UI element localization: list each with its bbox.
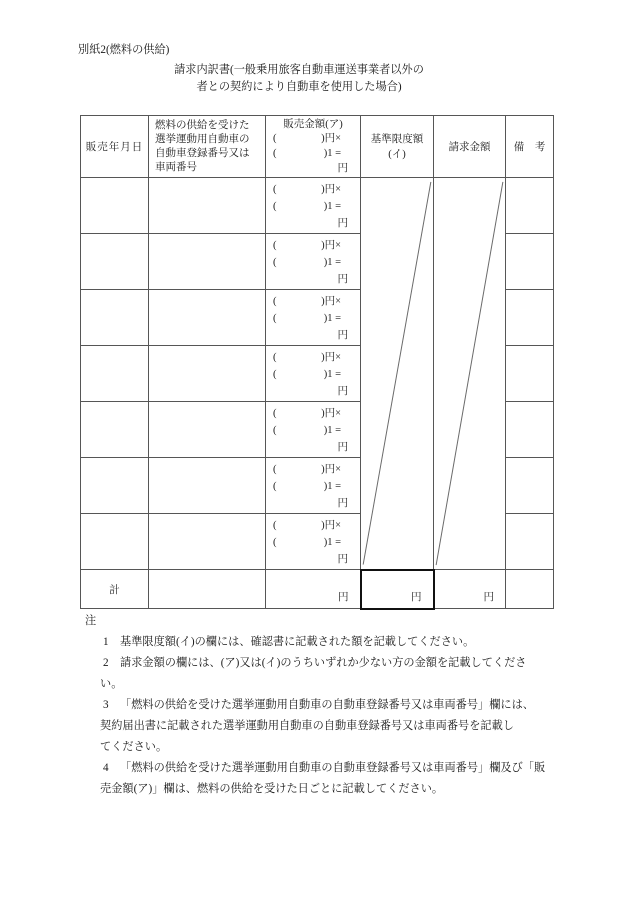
note-line [85, 716, 575, 737]
quantity-line [266, 254, 360, 271]
paren-open: ( [273, 369, 277, 380]
quantity-line [266, 422, 360, 439]
quantity-close: )1 = [323, 201, 341, 212]
vehicle-number-cell[interactable] [149, 234, 266, 290]
table-header-row [81, 116, 554, 178]
paren-open: ( [273, 184, 277, 195]
remarks-cell[interactable] [506, 402, 554, 458]
diagonal-line [361, 178, 433, 569]
quantity-line [266, 478, 360, 495]
note-text: てください。 [100, 741, 168, 753]
billing-column-strikethrough-cell [434, 178, 506, 570]
note-text: 「燃料の供給を受けた選挙運動用自動車の自動車登録番号又は車両番号」欄及び「販 [120, 762, 546, 774]
table-row [81, 178, 554, 234]
paren-open: ( [273, 257, 277, 268]
quantity-close: )1 = [323, 481, 341, 492]
sales-amount-cell[interactable] [266, 290, 361, 346]
remarks-cell[interactable] [506, 514, 554, 570]
note-number: 4 [103, 762, 109, 774]
note-line [85, 737, 575, 758]
unit-price-line [266, 132, 360, 147]
note-number: 2 [103, 657, 109, 669]
note-text: 請求金額の欄には、(ア)又は(イ)のうちいずれか少ない方の金額を記載してくださ [120, 657, 527, 669]
note-text: 契約届出書に記載された選挙運動用自動車の自動車登録番号又は車両番号を記載し [100, 720, 514, 732]
header-limit-amount [361, 116, 434, 178]
total-row [81, 570, 554, 609]
total-vehicle-cell [149, 570, 266, 609]
note-text: 基準限度額(イ)の欄には、確認書に記載された額を記載してください。 [120, 636, 475, 648]
paren-open: ( [273, 313, 277, 324]
unit-price-close: )円× [321, 184, 341, 195]
limit-column-strikethrough-cell [361, 178, 434, 570]
paren-open: ( [273, 147, 277, 159]
unit-price-close: )円× [321, 408, 341, 419]
paren-open: ( [273, 537, 277, 548]
yen-label: 円 [337, 274, 348, 285]
quantity-line [266, 366, 360, 383]
vehicle-number-cell[interactable] [149, 178, 266, 234]
paren-open: ( [273, 296, 277, 307]
yen-label: 円 [337, 498, 348, 509]
vehicle-number-cell[interactable] [149, 402, 266, 458]
sale-date-cell[interactable] [81, 402, 149, 458]
unit-price-line [266, 349, 360, 366]
yen-label: 円 [337, 554, 348, 565]
paren-open: ( [273, 352, 277, 363]
paren-open: ( [273, 481, 277, 492]
header-vehicle-number [149, 116, 266, 178]
vehicle-number-cell[interactable] [149, 458, 266, 514]
paren-open: ( [273, 133, 277, 144]
document-title-line2: 者との契約により自動車を使用した場合) [196, 80, 402, 93]
unit-price-close: )円× [321, 464, 341, 475]
unit-price-line [266, 293, 360, 310]
sales-amount-cell[interactable] [266, 402, 361, 458]
notes-section [85, 611, 575, 800]
remarks-cell[interactable] [506, 234, 554, 290]
notes-header: 注 [85, 615, 97, 627]
unit-price-close: )円× [321, 296, 341, 307]
yen-label: 円 [337, 330, 348, 341]
unit-price-line [266, 237, 360, 254]
yen-label: 円 [337, 442, 348, 453]
quantity-close: )1 = [323, 369, 341, 380]
remarks-cell[interactable] [506, 290, 554, 346]
quantity-line [266, 198, 360, 215]
unit-price-close: )円× [321, 352, 341, 363]
sales-amount-cell[interactable] [266, 346, 361, 402]
quantity-close: )1 = [323, 313, 341, 324]
quantity-line [266, 534, 360, 551]
header-sales-amount [266, 116, 361, 178]
paren-open: ( [273, 520, 277, 531]
note-text: 売金額(ア)」欄は、燃料の供給を受けた日ごとに記載してください。 [100, 783, 444, 795]
total-billing-amount-cell[interactable]: 円 [434, 570, 506, 609]
document-title [80, 62, 518, 95]
total-label-cell: 計 [81, 570, 149, 609]
unit-price-close: )円× [321, 240, 341, 251]
remarks-cell[interactable] [506, 178, 554, 234]
sales-amount-cell[interactable] [266, 178, 361, 234]
sale-date-cell[interactable] [81, 290, 149, 346]
sale-date-cell[interactable] [81, 514, 149, 570]
header-remarks: 備 考 [506, 116, 554, 178]
note-text: い。 [100, 678, 123, 690]
yen-label: 円 [337, 163, 348, 174]
paren-open: ( [273, 464, 277, 475]
total-sales-amount-cell[interactable]: 円 [266, 570, 361, 609]
unit-price-line [266, 517, 360, 534]
total-limit-amount-cell[interactable]: 円 [361, 570, 434, 609]
unit-price-close: )円× [321, 520, 341, 531]
sale-date-cell[interactable] [81, 458, 149, 514]
note-text: 「燃料の供給を受けた選挙運動用自動車の自動車登録番号又は車両番号」欄には、 [120, 699, 534, 711]
unit-price-line [266, 405, 360, 422]
sales-amount-cell[interactable] [266, 234, 361, 290]
sales-amount-title: 販売金額(ア) [283, 119, 343, 130]
header-vehicle-line: 車両番号 [155, 162, 197, 173]
unit-price-line [266, 461, 360, 478]
header-vehicle-line: 選挙運動用自動車の [155, 134, 250, 145]
note-number: 3 [103, 699, 109, 711]
paren-open: ( [273, 408, 277, 419]
note-line [85, 779, 575, 800]
sale-date-cell[interactable] [81, 234, 149, 290]
diagonal-line [434, 178, 505, 569]
note-line [85, 674, 575, 695]
unit-price-close: )円× [321, 133, 341, 144]
vehicle-number-cell[interactable] [149, 346, 266, 402]
note-line [85, 632, 575, 653]
sale-date-cell[interactable] [81, 178, 149, 234]
vehicle-number-cell[interactable] [149, 514, 266, 570]
unit-price-line [266, 181, 360, 198]
remarks-cell[interactable] [506, 346, 554, 402]
yen-label: 円 [337, 218, 348, 229]
header-vehicle-line: 燃料の供給を受けた [155, 120, 250, 131]
quantity-close: )1 = [323, 257, 341, 268]
document-title-line1: 請求内訳書(一般乗用旅客自動車運送事業者以外の [174, 64, 424, 76]
limit-label-line2: (イ) [388, 148, 406, 160]
note-line [85, 695, 575, 716]
note-number: 1 [103, 636, 109, 648]
quantity-close: )1 = [323, 537, 341, 548]
sales-amount-cell[interactable] [266, 458, 361, 514]
paren-open: ( [273, 240, 277, 251]
note-line [85, 653, 575, 674]
quantity-close: )1 = [323, 147, 341, 159]
quantity-line [266, 147, 360, 162]
attachment-label: 別紙2(燃料の供給) [78, 44, 170, 56]
quantity-close: )1 = [323, 425, 341, 436]
yen-label: 円 [337, 386, 348, 397]
header-vehicle-line: 自動車登録番号又は [155, 148, 250, 159]
total-remarks-cell [506, 570, 554, 609]
note-line [85, 758, 575, 779]
quantity-line [266, 310, 360, 327]
paren-open: ( [273, 425, 277, 436]
sale-date-cell[interactable] [81, 346, 149, 402]
sales-amount-cell[interactable] [266, 514, 361, 570]
header-billing-amount: 請求金額 [434, 116, 506, 178]
remarks-cell[interactable] [506, 458, 554, 514]
vehicle-number-cell[interactable] [149, 290, 266, 346]
billing-breakdown-table [80, 115, 554, 610]
paren-open: ( [273, 201, 277, 212]
header-sale-date: 販売年月日 [81, 116, 149, 178]
limit-label-line1: 基準限度額 [370, 133, 424, 145]
